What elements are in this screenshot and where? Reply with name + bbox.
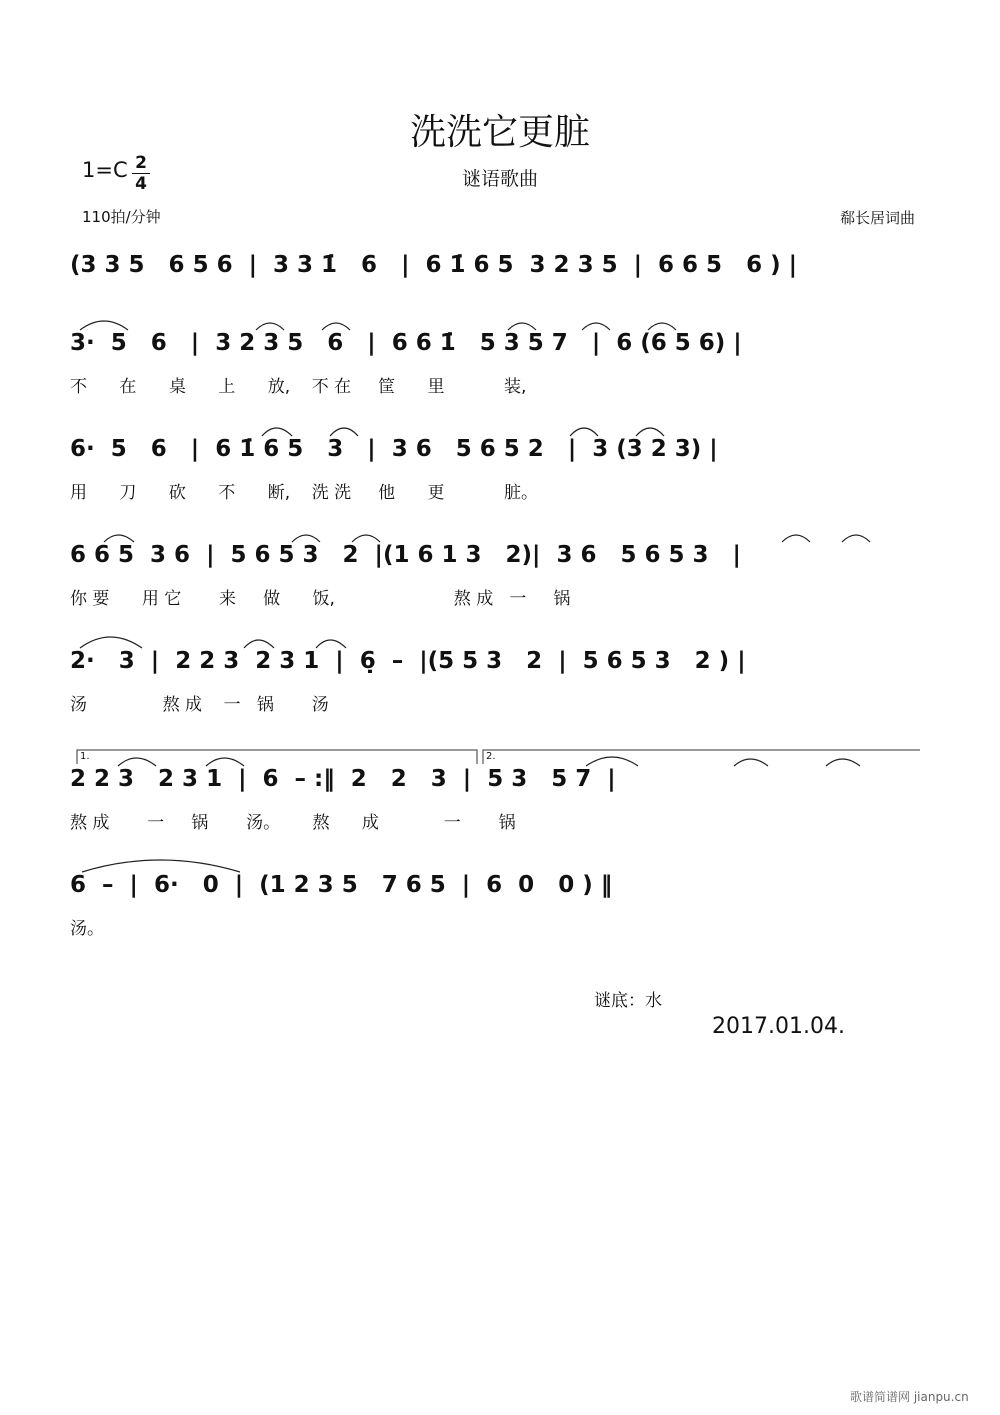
slur	[104, 535, 134, 542]
time-signature-bottom: 4	[135, 174, 147, 194]
lyric-text: 汤 熬 成 一 锅 汤	[70, 695, 329, 715]
lyric-text: 熬 成 一 锅 汤。 熬 成 一 锅	[70, 813, 516, 833]
slur	[256, 323, 284, 330]
slur	[244, 640, 274, 648]
score-date: 2017.01.04.	[712, 1014, 845, 1039]
site-watermark: 歌谱简谱网 jianpu.cn	[850, 1390, 969, 1404]
slur	[826, 759, 860, 766]
slur	[118, 758, 156, 766]
slur	[292, 535, 320, 542]
slur	[636, 428, 664, 436]
score-notes: 2· 3 | 2 2 3 2 3 1 | 6̣ – |(5 5 3 2 | 5 6 5 3 2 ) |	[70, 648, 746, 674]
slur	[80, 637, 142, 648]
slur	[782, 535, 810, 542]
score-notes: 6 6 5 3 6 | 5 6 5 3 2 |(1 6 1 3 2)| 3 6 5 6 5 3 |	[70, 542, 741, 568]
tempo-marking: 110拍/分钟	[82, 208, 161, 226]
score-notes: (3 3 5 6 5 6 | 3 3 1̇ 6 | 6 1̇ 6 5 3 2 3 5 | 6 6 5 6 ) |	[70, 252, 797, 278]
lyric-text: 你 要 用 它 来 做 饭, 熬 成 一 锅	[70, 589, 571, 609]
composer-credit: 郗长居词曲	[840, 209, 916, 227]
slur	[80, 321, 128, 330]
first-ending-label: 1.	[80, 751, 90, 762]
slur	[206, 758, 244, 766]
slur	[734, 759, 768, 766]
slur	[330, 428, 358, 436]
score-notes: 2 2 3 2 3 1 | 6 – :‖ 2 2 3 | 5 3 5 7 |	[70, 766, 616, 792]
slur-marks	[80, 321, 870, 872]
slur	[508, 323, 536, 330]
slur	[352, 535, 380, 542]
score-notes: 6· 5 6 | 6 1̇ 6 5 3 | 3 6 5 6 5 2 | 3 (3 2 3) |	[70, 436, 718, 462]
score-notes: 3· 5 6 | 3 2 3 5 6 | 6 6 1̇ 5 3 5 7 | 6 (6 5 6) |	[70, 330, 742, 356]
slur	[262, 428, 292, 436]
riddle-answer: 谜底：水	[594, 991, 662, 1011]
key-signature: 1=C	[82, 158, 128, 182]
lyric-text: 汤。	[70, 919, 104, 939]
song-subtitle: 谜语歌曲	[461, 168, 538, 190]
slur	[570, 428, 598, 436]
second-ending-label: 2.	[486, 751, 496, 762]
slur	[582, 323, 610, 330]
slur	[322, 323, 350, 330]
song-title: 洗洗它更脏	[409, 112, 590, 153]
score-notes: 6 – | 6· 0 | (1 2 3 5 7 6 5 | 6 0 0 ) ‖	[70, 872, 613, 898]
slur	[842, 535, 870, 542]
time-signature-top: 2	[135, 153, 147, 173]
lyric-text: 不 在 桌 上 放, 不 在 筐 里 装,	[70, 377, 527, 397]
lyric-text: 用 刀 砍 不 断, 洗 洗 他 更 脏。	[70, 483, 538, 503]
slur	[82, 860, 240, 872]
slur	[316, 640, 346, 648]
slur	[648, 323, 676, 330]
slur	[586, 757, 638, 766]
